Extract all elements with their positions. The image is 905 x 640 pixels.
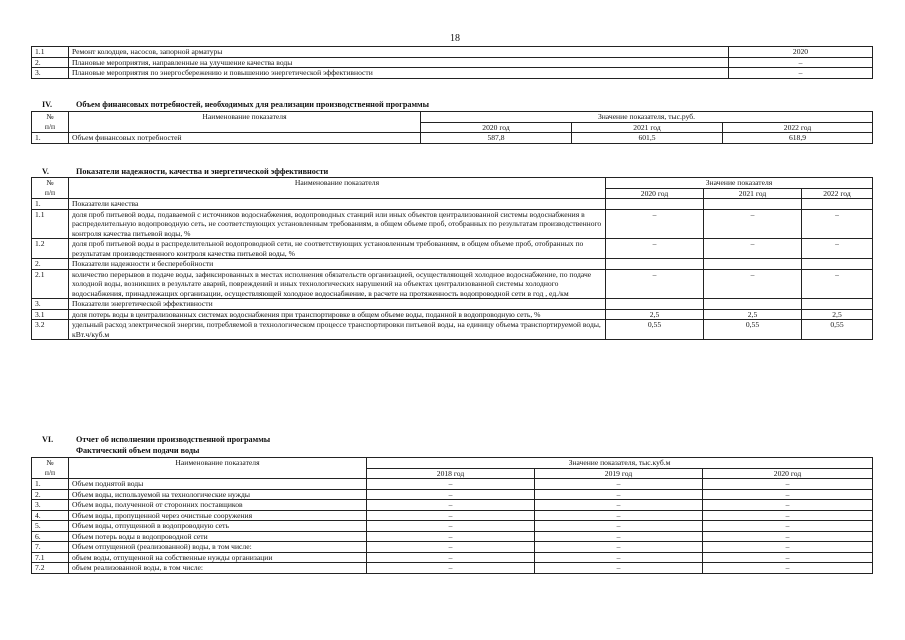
section4-title: Объем финансовых потребностей, необходимых для реализации производственной программы (76, 100, 430, 109)
row-value: 2020 (729, 47, 873, 58)
row-name: Объем воды, используемой на технологические нужды (69, 489, 367, 500)
group-row (32, 299, 873, 310)
row-number: 4. (32, 510, 69, 521)
row-number: 3. (32, 299, 69, 310)
row-value (704, 299, 802, 310)
table-row (32, 563, 873, 574)
row-value (704, 199, 802, 210)
row-number: 1.1 (32, 209, 69, 239)
section5-number: V. (42, 167, 49, 176)
row-value: – (367, 552, 535, 563)
row-value: – (535, 479, 703, 490)
row-value: – (535, 521, 703, 532)
table-row (32, 489, 873, 500)
row-number: 7.1 (32, 552, 69, 563)
row-name: доля проб питьевой воды в распределительной водопроводной сети, не соответствующих установленным требованиям, в общем объеме проб, отобранных по результатам производственного контроля качества питьевой воды, % (69, 239, 606, 259)
group-row (32, 199, 873, 210)
table-row (32, 133, 873, 144)
row-value: 0,55 (704, 320, 802, 340)
row-name: Объем поднятой воды (69, 479, 367, 490)
row-value: – (535, 552, 703, 563)
row-value: – (802, 239, 873, 259)
section6-year-header: 2019 год (535, 468, 703, 479)
row-number: 5. (32, 521, 69, 532)
table-row (32, 320, 873, 340)
row-value (606, 299, 704, 310)
section4-year-header: 2021 год (572, 122, 723, 133)
row-value: – (703, 479, 873, 490)
row-value: – (703, 563, 873, 574)
row-name: Показатели энергетической эффективности (69, 299, 606, 310)
section6-number: VI. (42, 435, 54, 444)
row-value: – (729, 68, 873, 79)
row-name: объем реализованной воды, в том числе: (69, 563, 367, 574)
row-value: – (704, 239, 802, 259)
row-value: – (367, 563, 535, 574)
section5-num-header: № п/п (32, 178, 69, 199)
section6-num-header: № п/п (32, 458, 69, 479)
row-name: Объем воды, полученной от сторонних поставщиков (69, 500, 367, 511)
row-value: – (367, 542, 535, 553)
row-value: – (535, 510, 703, 521)
section4-number: IV. (42, 100, 53, 109)
row-name: Показатели надежности и бесперебойности (69, 259, 606, 270)
row-number: 1.2 (32, 239, 69, 259)
row-value: – (535, 563, 703, 574)
row-value: – (703, 531, 873, 542)
row-value (606, 199, 704, 210)
section4-year-header: 2022 год (723, 122, 873, 133)
section5-heading (42, 167, 328, 176)
row-value: – (606, 239, 704, 259)
row-number: 1. (32, 479, 69, 490)
row-value: – (703, 489, 873, 500)
row-name: Объем финансовых потребностей (69, 133, 421, 144)
row-value: – (703, 552, 873, 563)
row-value: – (367, 510, 535, 521)
row-value: – (367, 521, 535, 532)
row-name: Объем потерь воды в водопроводной сети (69, 531, 367, 542)
section5-name-header: Наименование показателя (69, 178, 606, 199)
row-value: – (535, 500, 703, 511)
section4-heading (42, 100, 429, 109)
table-row (32, 521, 873, 532)
table-row (32, 47, 873, 58)
row-value: 2,5 (606, 309, 704, 320)
row-value: 601,5 (572, 133, 723, 144)
row-value: – (367, 479, 535, 490)
section6-table (31, 457, 873, 574)
row-value: 0,55 (606, 320, 704, 340)
row-number: 3. (32, 500, 69, 511)
row-name: Ремонт колодцев, насосов, запорной арматуры (69, 47, 729, 58)
row-number: 2. (32, 259, 69, 270)
row-value: – (535, 531, 703, 542)
page-number: 18 (450, 33, 460, 44)
row-number: 2.1 (32, 269, 69, 299)
row-number: 2. (32, 489, 69, 500)
table-row (32, 57, 873, 68)
section5-year-header: 2022 год (802, 188, 873, 199)
row-name: Плановые мероприятия по энергосбережению и повышению энергетической эффективности (69, 68, 729, 79)
row-value: – (535, 489, 703, 500)
table-row (32, 542, 873, 553)
row-number: 3.2 (32, 320, 69, 340)
row-name: количество перерывов в подаче воды, зафиксированных в местах исполнения обязательств организацией, осуществляющей холодное водоснабжение, по подаче холодной воды, возникших в результате аварий, повреждений и иных технологических нарушений на объектах централизованной системы холодного водоснабжения, принадлежащих организации, осуществляющей холодное водоснабжение, в расчете на протяженность водопроводной сети в год , ед./км (69, 269, 606, 299)
table-row (32, 269, 873, 299)
row-number: 6. (32, 531, 69, 542)
row-name: доля потерь воды в централизованных системах водоснабжения при транспортировке в общем объеме воды, поданной в водопроводную сеть, % (69, 309, 606, 320)
row-value (704, 259, 802, 270)
row-value: 618,9 (723, 133, 873, 144)
row-value (606, 259, 704, 270)
top-table (31, 46, 873, 79)
row-value: – (703, 500, 873, 511)
row-value: 2,5 (704, 309, 802, 320)
table-row (32, 239, 873, 259)
section5-year-header: 2021 год (704, 188, 802, 199)
table-row (32, 209, 873, 239)
section5-year-header: 2020 год (606, 188, 704, 199)
section5-value-header: Значение показателя (606, 178, 873, 189)
row-name: Объем отпущенной (реализованной) воды, в том числе: (69, 542, 367, 553)
row-name: Объем воды, отпущенной в водопроводную сеть (69, 521, 367, 532)
row-value: 2,5 (802, 309, 873, 320)
row-value: – (606, 209, 704, 239)
row-number: 7. (32, 542, 69, 553)
table-row (32, 531, 873, 542)
row-name: объем воды, отпущенной на собственные нужды организации (69, 552, 367, 563)
row-value: – (703, 521, 873, 532)
row-value (802, 199, 873, 210)
section5-title: Показатели надежности, качества и энергетической эффективности (76, 167, 329, 176)
section6-year-header: 2018 год (367, 468, 535, 479)
row-value: – (367, 489, 535, 500)
section4-table (31, 111, 873, 144)
section5-table (31, 177, 873, 340)
row-value: – (367, 500, 535, 511)
row-number: 1. (32, 199, 69, 210)
row-name: доля проб питьевой воды, подаваемой с источников водоснабжения, водопроводных станций или иных объектов централизованной системы водоснабжения в распределительную водопроводную сеть, не соответствующих установленным требованиям, в общем объеме проб, отобранных по результатам производственного контроля качества питьевой воды, % (69, 209, 606, 239)
row-value: – (729, 57, 873, 68)
row-value (802, 299, 873, 310)
section6-year-header: 2020 год (703, 468, 873, 479)
row-number: 1. (32, 133, 69, 144)
row-value: – (704, 269, 802, 299)
row-value: – (535, 542, 703, 553)
row-value: 587,8 (421, 133, 572, 144)
section4-year-header: 2020 год (421, 122, 572, 133)
row-number: 2. (32, 57, 69, 68)
row-value: – (367, 531, 535, 542)
group-row (32, 259, 873, 270)
row-number: 3. (32, 68, 69, 79)
row-value: 0,55 (802, 320, 873, 340)
row-value: – (802, 269, 873, 299)
section4-name-header: Наименование показателя (69, 112, 421, 133)
section6-value-header: Значение показателя, тыс.куб.м (367, 458, 873, 469)
row-number: 1.1 (32, 47, 69, 58)
table-row (32, 510, 873, 521)
section6-title: Отчет об исполнении производственной программы (76, 435, 271, 444)
table-row (32, 479, 873, 490)
row-name: Объем воды, пропущенной через очистные сооружения (69, 510, 367, 521)
row-number: 3.1 (32, 309, 69, 320)
table-row (32, 500, 873, 511)
row-value: – (606, 269, 704, 299)
row-number: 7.2 (32, 563, 69, 574)
section4-value-header: Значение показателя, тыс.руб. (421, 112, 873, 123)
section6-heading (42, 435, 270, 444)
row-value: – (703, 542, 873, 553)
row-value (802, 259, 873, 270)
row-value: – (802, 209, 873, 239)
row-name: Показатели качества (69, 199, 606, 210)
section4-num-header: № п/п (32, 112, 69, 133)
table-row (32, 309, 873, 320)
section6-subtitle: Фактический объем подачи воды (76, 446, 200, 455)
table-row (32, 552, 873, 563)
row-name: Плановые мероприятия, направленные на улучшение качества воды (69, 57, 729, 68)
section6-name-header: Наименование показателя (69, 458, 367, 479)
row-name: удельный расход электрической энергии, потребляемой в технологическом процессе транспортировки питьевой воды, на единицу объема транспортируемой воды, кВт.ч/куб.м (69, 320, 606, 340)
row-value: – (704, 209, 802, 239)
table-row (32, 68, 873, 79)
row-value: – (703, 510, 873, 521)
